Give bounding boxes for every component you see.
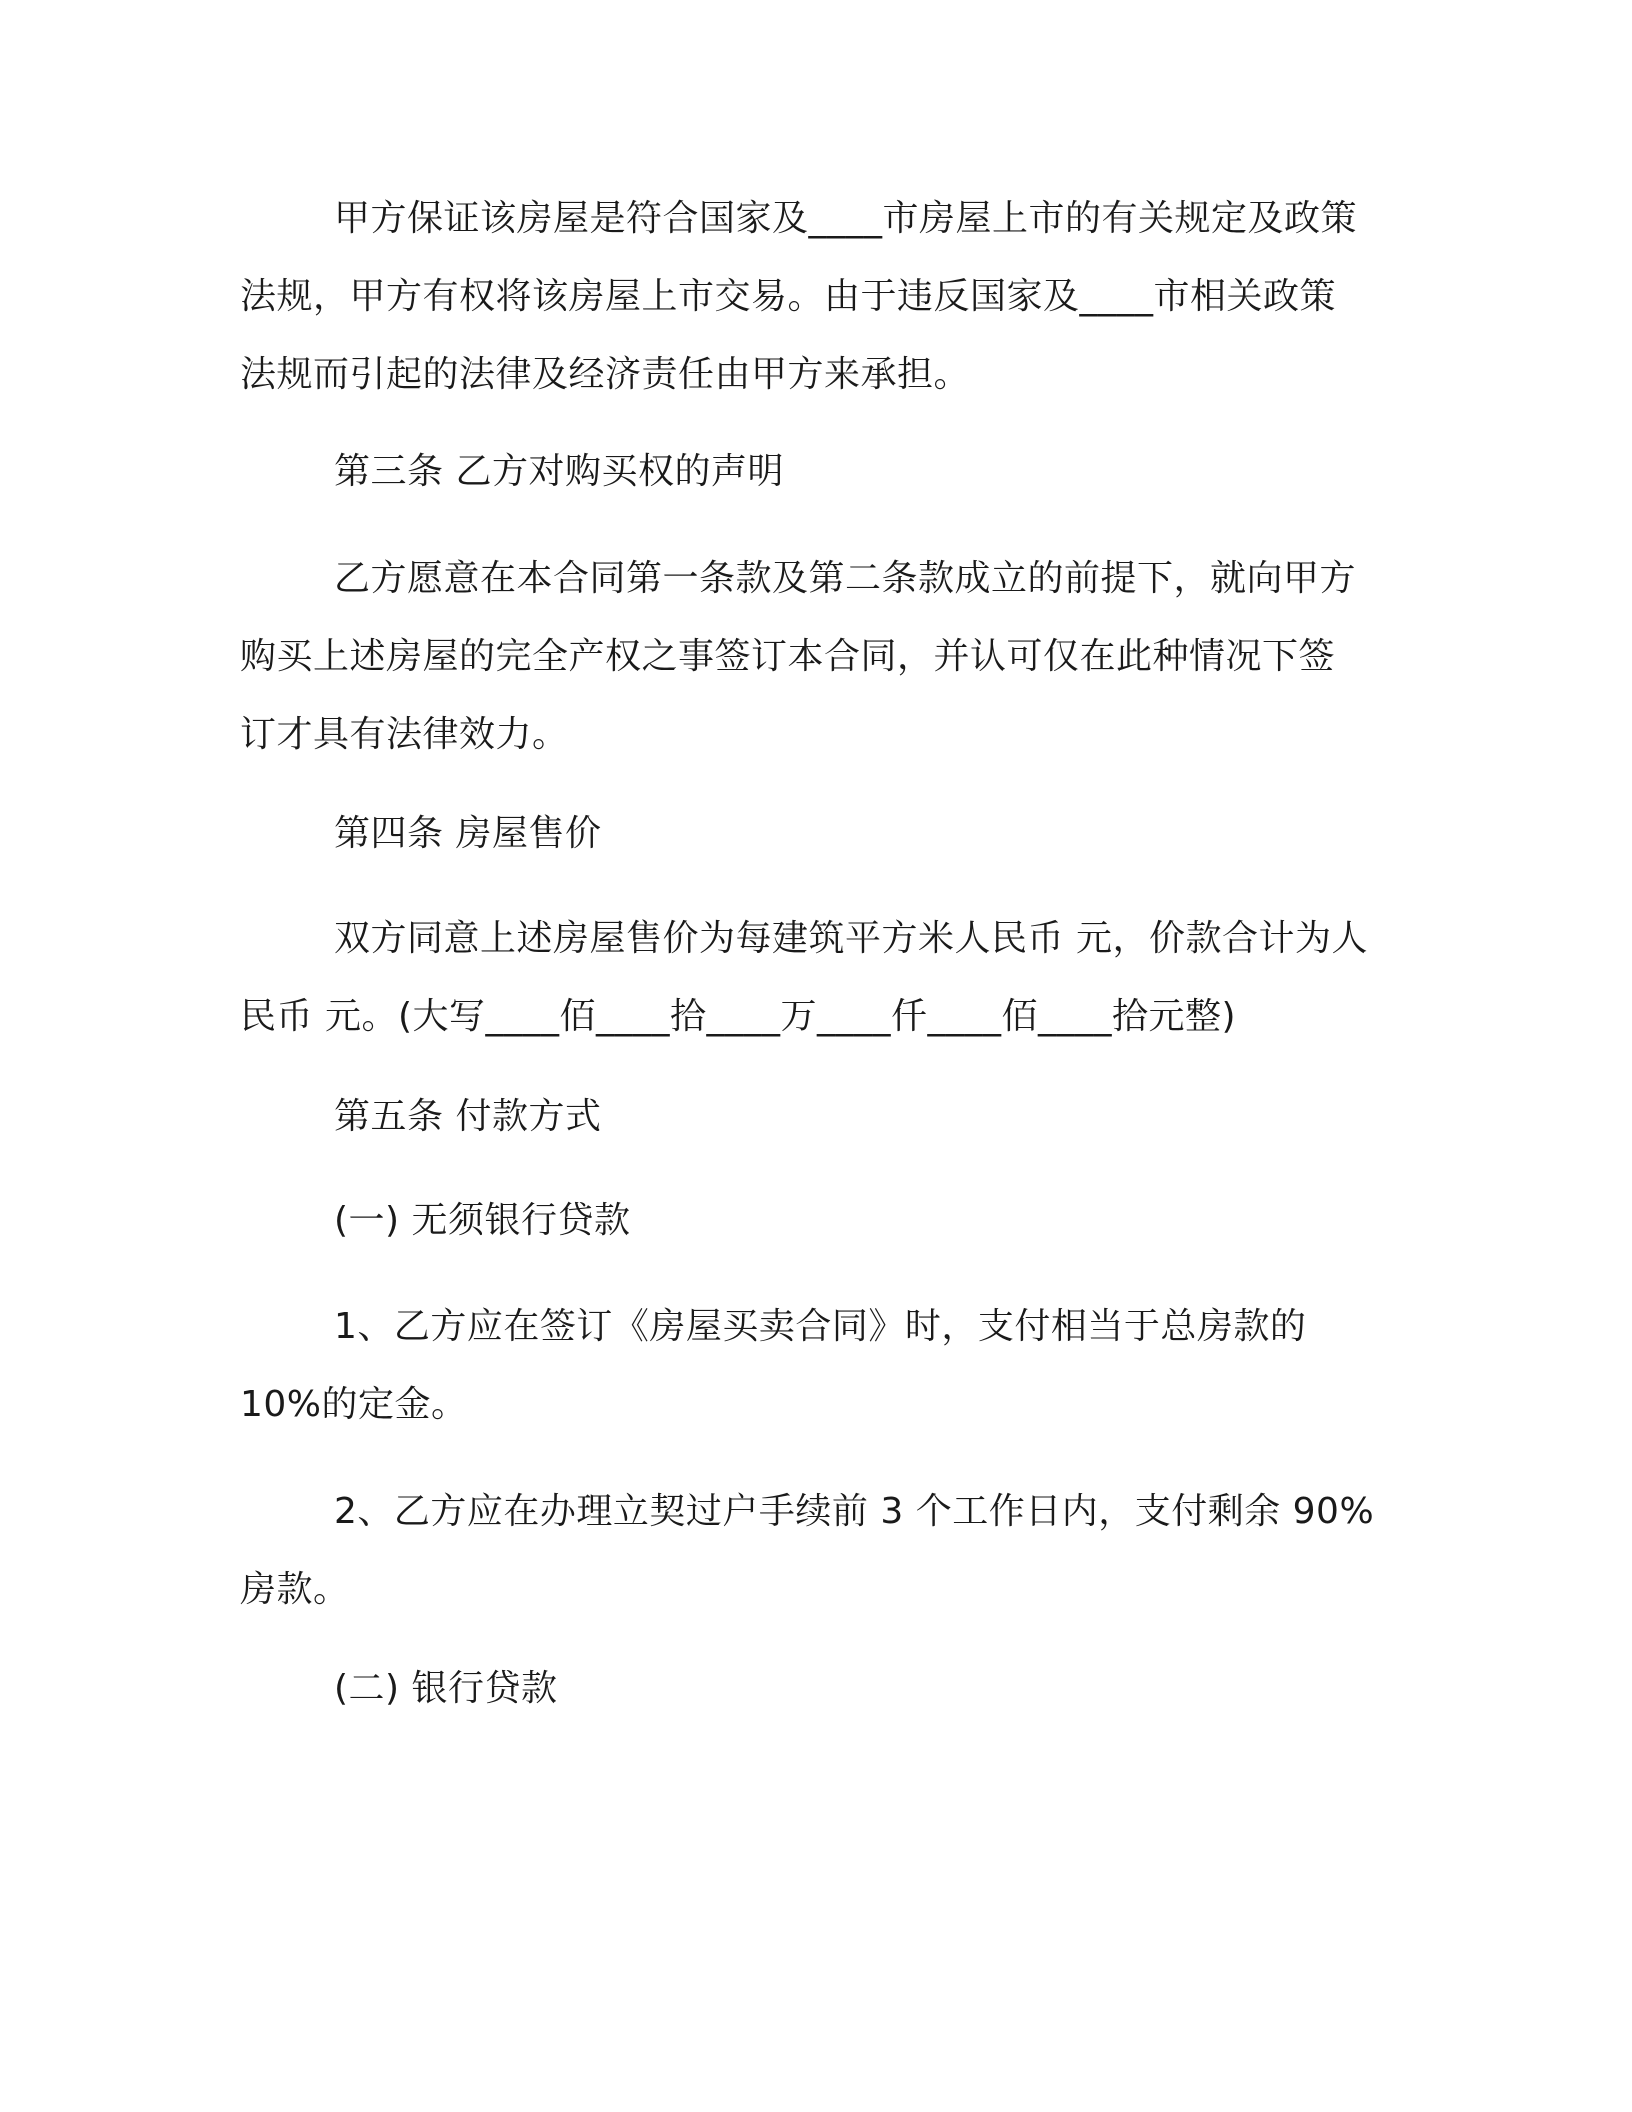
item-balance: [240, 1473, 1380, 1629]
text-line: 1、乙方应在签订《房屋买卖合同》时，支付相当于总房款的: [334, 1306, 1307, 1347]
text-line: 民币 元。(大写____佰____拾____万____仟____佰____拾元整): [240, 996, 1237, 1037]
heading-article-4: [240, 795, 1380, 873]
heading-article-5: [240, 1078, 1380, 1156]
text-line: 房款。: [240, 1569, 350, 1610]
heading-article-3: [240, 433, 1380, 511]
text-line: 10%的定金。: [240, 1384, 468, 1425]
text-line: 订才具有法律效力。: [240, 714, 569, 755]
text-line: 2、乙方应在办理立契过户手续前 3 个工作日内，支付剩余 90%: [334, 1491, 1375, 1532]
paragraph-purchase-statement: [240, 540, 1380, 774]
text-line: 双方同意上述房屋售价为每建筑平方米人民币 元，价款合计为人: [334, 918, 1368, 959]
paragraph-guarantee: [240, 180, 1380, 414]
text-line: 法规而引起的法律及经济责任由甲方来承担。: [240, 354, 971, 395]
heading-text: 第三条 乙方对购买权的声明: [334, 451, 784, 492]
text-line: 甲方保证该房屋是符合国家及____市房屋上市的有关规定及政策: [334, 198, 1358, 239]
text-line: 乙方愿意在本合同第一条款及第二条款成立的前提下，就向甲方: [334, 558, 1357, 599]
text-line: 法规，甲方有权将该房屋上市交易。由于违反国家及____市相关政策: [240, 276, 1337, 317]
heading-text: 第四条 房屋售价: [334, 813, 602, 854]
subheading-text: (二) 银行贷款: [334, 1668, 558, 1709]
heading-text: 第五条 付款方式: [334, 1096, 602, 1137]
item-deposit: [240, 1288, 1380, 1444]
subheading-bank-loan: [240, 1650, 1380, 1728]
subheading-no-loan: [240, 1182, 1380, 1260]
subheading-text: (一) 无须银行贷款: [334, 1200, 631, 1241]
paragraph-price: [240, 900, 1380, 1056]
text-line: 购买上述房屋的完全产权之事签订本合同，并认可仅在此种情况下签: [240, 636, 1336, 677]
